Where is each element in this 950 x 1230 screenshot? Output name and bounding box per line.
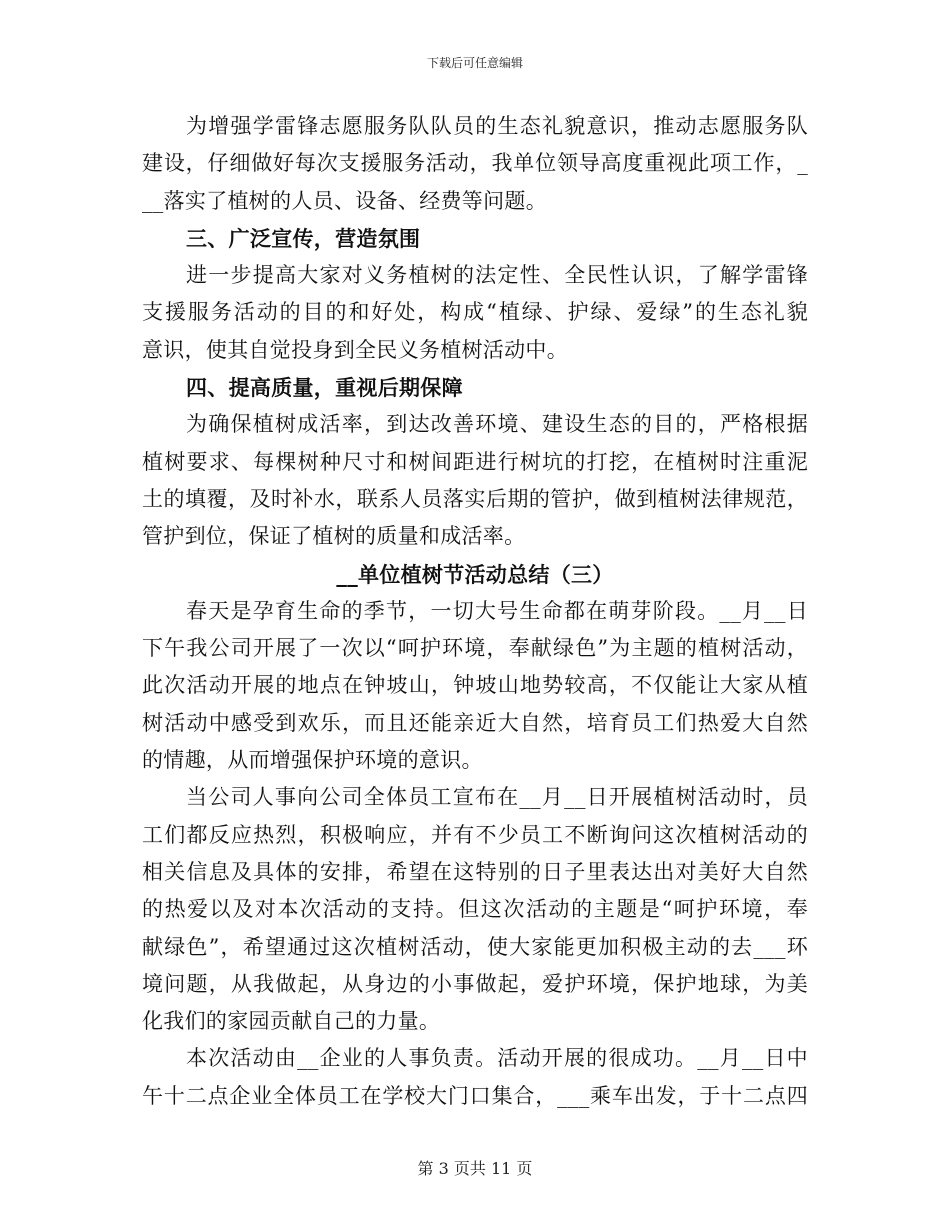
paragraph-line: 管护到位，保证了植树的质量和成活率。 [142,524,526,549]
paragraph-line: 午十二点企业全体员工在学校大门口集合，___乘车出发，于十二点四 [142,1083,808,1108]
paragraph-line: 为增强学雷锋志愿服务队队员的生态礼貌意识，推动志愿服务队 [186,114,808,138]
paragraph-line: 的情趣，从而增强保护环境的意识。 [142,748,483,773]
section-heading: 三、广泛宣传，营造氛围 [186,225,421,251]
paragraph-line: 支援服务活动的目的和好处，构成“植绿、护绿、爱绿”的生态礼貌 [142,300,808,325]
paragraph-line: 春天是孕育生命的季节，一切大号生命都在萌芽阶段。__月__日 [186,598,808,623]
paragraph-line: 植树要求、每棵树种尺寸和树间距进行树坑的打挖，在植树时注重泥 [142,449,808,474]
paragraph-line: 土的填覆，及时补水，联系人员落实后期的管护，做到植树法律规范， [142,486,808,511]
paragraph-line: 境问题，从我做起，从身边的小事做起，爱护环境，保护地球，为美 [142,971,808,996]
paragraph-line: 当公司人事向公司全体员工宣布在__月__日开展植树活动时，员 [186,785,808,810]
paragraph-line: 工们都反应热烈，积极响应，并有不少员工不断询问这次植树活动的 [142,822,808,847]
document-body [142,108,808,1115]
paragraph-line: 进一步提高大家对义务植树的法定性、全民性认识，了解学雷锋 [186,263,808,288]
paragraph-line: 下午我公司开展了一次以“呵护环境，奉献绿色”为主题的植树活动， [142,636,808,661]
header-note: 下载后可任意编辑 [426,56,523,70]
section-heading: 四、提高质量，重视后期保障 [186,375,463,401]
page-number: 第 3 页共 11 页 [417,1159,533,1178]
paragraph-line: 本次活动由__企业的人事负责。活动开展的很成功。__月__日中 [186,1046,808,1071]
paragraph-line: 此次活动开展的地点在钟坡山，钟坡山地势较高，不仅能让大家从植 [142,673,808,698]
document-title: __单位植树节活动总结（三） [336,561,614,587]
paragraph-line: 的热爱以及对本次活动的支持。但这次活动的主题是“呵护环境，奉 [142,897,808,922]
paragraph-line: 树活动中感受到欢乐，而且还能亲近大自然，培育员工们热爱大自然 [142,710,808,735]
paragraph-line: 建设，仔细做好每次支援服务活动，我单位领导高度重视此项工作，_ [142,151,808,176]
paragraph-line: 相关信息及具体的安排，希望在这特别的日子里表达出对美好大自然 [142,859,808,884]
paragraph-line: 意识，使其自觉投身到全民义务植树活动中。 [142,337,568,362]
paragraph-line: 化我们的家园贡献自己的力量。 [142,1009,441,1034]
paragraph-line: 为确保植树成活率，到达改善环境、建设生态的目的，严格根据 [186,412,808,437]
paragraph-line: __落实了植树的人员、设备、经费等问题。 [142,188,547,213]
paragraph-line: 献绿色”，希望通过这次植树活动，使大家能更加积极主动的去___环 [142,934,808,959]
